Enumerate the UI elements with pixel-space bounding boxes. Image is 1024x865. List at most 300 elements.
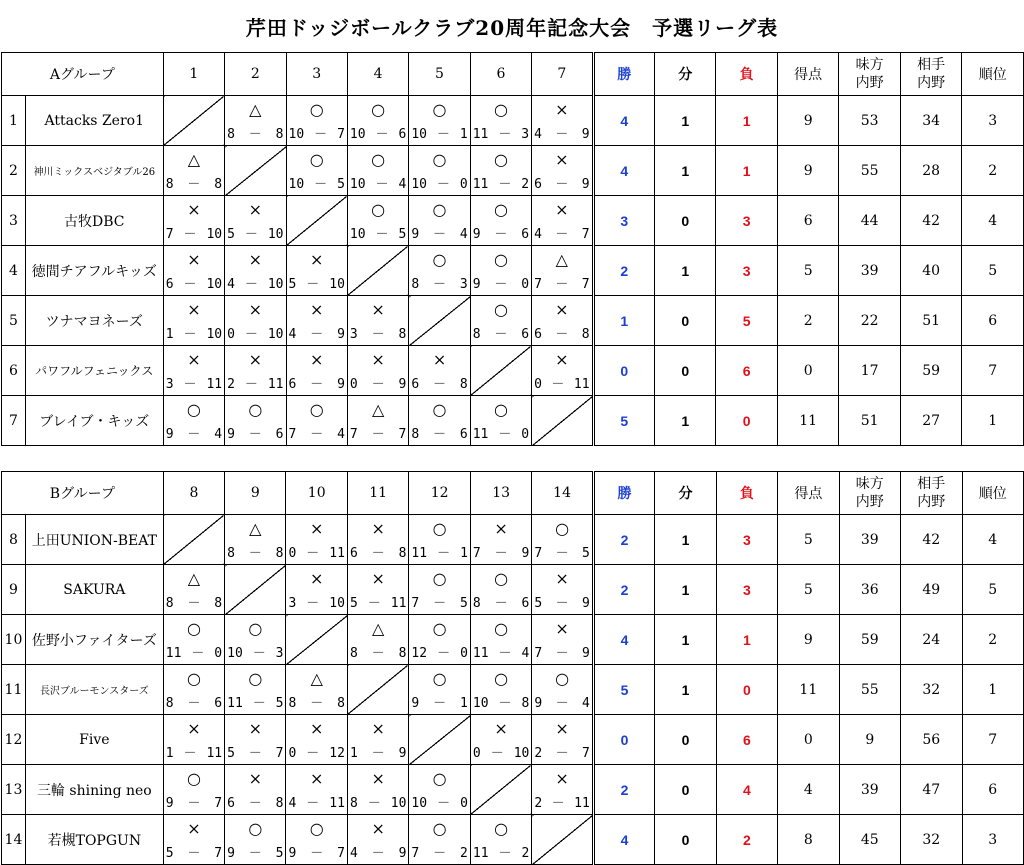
match-result-cell (286, 346, 347, 396)
match-result-cell (470, 665, 531, 715)
result-mark: × (187, 350, 201, 369)
score-for: 8 (472, 596, 481, 611)
match-result (532, 196, 591, 245)
score-for: 4 (534, 227, 542, 242)
result-mark: ○ (309, 100, 324, 119)
result-mark: ○ (493, 150, 508, 169)
result-mark: ○ (432, 569, 447, 588)
opponent-infield-value: 28 (900, 146, 962, 196)
result-mark: × (371, 300, 385, 319)
match-result (409, 515, 469, 564)
match-result (287, 396, 347, 445)
score-dash: － (244, 327, 258, 342)
opponent-infield-value: 27 (900, 396, 962, 446)
self-match-diagonal-cell (470, 765, 531, 815)
points-value: 5 (778, 565, 839, 615)
score-against: 5 (337, 177, 345, 192)
self-match-diagonal-cell (470, 346, 531, 396)
draws-count: 1 (655, 246, 716, 296)
match-result-cell (225, 396, 286, 446)
score-dash: － (551, 796, 565, 811)
match-score (288, 847, 344, 861)
result-mark: × (187, 250, 201, 269)
match-result-cell (532, 665, 593, 715)
score-for: 10 (227, 646, 243, 661)
score-dash: － (494, 596, 508, 611)
match-score (288, 697, 344, 711)
score-for: 6 (349, 546, 358, 561)
losses-count: 3 (716, 196, 777, 246)
result-mark: ○ (432, 619, 447, 638)
score-against: 1 (460, 696, 468, 711)
score-against: 7 (337, 846, 345, 861)
losses-count: 4 (716, 765, 777, 815)
match-score (473, 228, 529, 242)
match-result (348, 565, 408, 614)
losses-count: 3 (716, 515, 777, 565)
match-result-cell (409, 396, 470, 446)
losses-count: 3 (716, 246, 777, 296)
match-result-cell (532, 246, 593, 296)
draw-header: 分 (655, 472, 716, 515)
points-value: 9 (777, 96, 839, 146)
self-match-diagonal-cell (286, 615, 347, 665)
team-number: 5 (2, 296, 26, 346)
opponent-infield-header: 相手 内野 (900, 53, 962, 96)
team-row (2, 815, 1024, 865)
score-dash: － (437, 546, 451, 561)
score-for: 9 (411, 227, 420, 242)
match-score (227, 278, 283, 292)
opponent-infield-value: 51 (900, 296, 962, 346)
match-result-cell (347, 346, 408, 396)
rank-value: 4 (962, 515, 1024, 565)
draws-count: 0 (655, 715, 716, 765)
score-against: 4 (521, 646, 530, 661)
result-mark: △ (249, 519, 262, 538)
match-result-cell (286, 815, 347, 865)
match-result-cell (286, 715, 347, 765)
score-against: 11 (390, 596, 407, 611)
match-result-cell (470, 246, 531, 296)
score-for: 10 (411, 796, 428, 811)
score-against: 10 (513, 746, 530, 761)
match-score (411, 228, 467, 242)
team-number: 14 (2, 815, 26, 865)
match-result-cell (470, 146, 531, 196)
score-for: 5 (288, 277, 297, 292)
score-dash: － (248, 427, 262, 442)
draws-count: 1 (655, 96, 716, 146)
match-result (287, 96, 347, 145)
score-dash: － (306, 546, 320, 561)
match-result (532, 246, 591, 295)
match-score (350, 428, 406, 442)
own-infield-header: 味方 内野 (839, 472, 900, 515)
score-for: 10 (349, 127, 366, 142)
score-dash: － (433, 377, 447, 392)
match-result (409, 96, 469, 145)
match-result-cell (532, 146, 593, 196)
result-mark: ○ (432, 519, 447, 538)
match-score (473, 547, 529, 561)
score-against: 10 (206, 227, 223, 242)
score-for: 11 (165, 646, 182, 661)
score-against: 4 (581, 696, 590, 711)
score-for: 9 (165, 796, 174, 811)
match-result-cell (286, 246, 347, 296)
score-dash: － (248, 846, 262, 861)
team-row (2, 715, 1024, 765)
score-against: 6 (459, 427, 468, 442)
match-result-cell (286, 665, 347, 715)
match-score (534, 697, 589, 711)
match-result (409, 615, 469, 664)
result-mark: × (555, 619, 569, 638)
score-dash: － (555, 177, 569, 192)
match-result (225, 815, 285, 864)
match-result (348, 96, 408, 145)
match-result (225, 615, 285, 664)
team-name: 上田UNION-BEAT (25, 515, 163, 565)
result-mark: × (248, 200, 262, 219)
score-against: 5 (398, 227, 407, 242)
team-row (2, 565, 1024, 615)
score-against: 1 (459, 127, 468, 142)
score-for: 7 (472, 546, 481, 561)
score-dash: － (371, 746, 385, 761)
match-result-cell (532, 615, 593, 665)
match-result-cell (163, 396, 224, 446)
losses-count: 3 (716, 565, 777, 615)
losses-count: 6 (716, 715, 777, 765)
score-for: 4 (227, 277, 235, 292)
match-result-cell (225, 815, 286, 865)
score-against: 4 (214, 427, 223, 442)
score-dash: － (367, 796, 381, 811)
score-dash: － (433, 846, 447, 861)
score-against: 5 (460, 596, 468, 611)
score-dash: － (371, 646, 385, 661)
score-against: 3 (459, 277, 468, 292)
score-dash: － (494, 277, 508, 292)
team-number: 6 (2, 346, 26, 396)
match-score (227, 797, 283, 811)
match-score (534, 228, 589, 242)
result-mark: ○ (432, 400, 447, 419)
score-dash: － (371, 846, 385, 861)
team-row (2, 515, 1024, 565)
match-score (227, 128, 283, 142)
score-for: 4 (534, 127, 542, 142)
score-for: 10 (472, 696, 489, 711)
rank-value: 2 (962, 615, 1024, 665)
match-score (411, 178, 467, 192)
team-number: 1 (2, 96, 26, 146)
match-result (164, 146, 224, 195)
team-number: 12 (2, 715, 26, 765)
score-for: 10 (349, 227, 366, 242)
score-for: 10 (411, 127, 427, 142)
score-against: 10 (267, 227, 284, 242)
match-score (289, 428, 345, 442)
match-result (225, 515, 285, 564)
match-result (164, 346, 224, 395)
result-mark: △ (187, 569, 201, 588)
team-name: ツナマヨネーズ (25, 296, 163, 346)
opponent-column-header: 14 (532, 472, 593, 515)
score-against: 9 (337, 377, 345, 392)
rank-header: 順位 (962, 472, 1024, 515)
team-number: 3 (2, 196, 26, 246)
match-score (166, 847, 222, 861)
losses-count: 1 (716, 615, 777, 665)
score-dash: － (310, 846, 324, 861)
match-result (471, 246, 531, 295)
own-infield-value: 53 (839, 96, 901, 146)
score-against: 6 (214, 696, 223, 711)
match-result-cell (409, 815, 470, 865)
match-result-cell (470, 196, 531, 246)
score-dash: － (436, 127, 450, 142)
rank-value: 6 (962, 296, 1024, 346)
points-value: 8 (778, 815, 839, 865)
win-header: 勝 (593, 53, 654, 96)
match-score (411, 697, 467, 711)
score-dash: － (498, 177, 512, 192)
own-infield-value: 59 (839, 615, 900, 665)
score-dash: － (555, 127, 569, 142)
score-against: 9 (398, 846, 407, 861)
score-for: 3 (288, 596, 297, 611)
match-score (227, 228, 283, 242)
match-result-cell (470, 96, 531, 146)
score-against: 9 (581, 177, 590, 192)
score-dash: － (248, 746, 262, 761)
match-score (350, 597, 406, 611)
score-dash: － (244, 377, 258, 392)
score-for: 8 (349, 646, 358, 661)
score-dash: － (494, 327, 508, 342)
score-dash: － (433, 277, 447, 292)
score-against: 6 (521, 227, 530, 242)
score-against: 9 (581, 127, 590, 142)
points-value: 2 (777, 296, 839, 346)
score-dash: － (555, 596, 569, 611)
score-dash: － (498, 427, 512, 442)
match-result (225, 96, 285, 145)
match-score (288, 797, 344, 811)
score-against: 7 (275, 746, 284, 761)
rank-value: 1 (962, 665, 1024, 715)
score-dash: － (375, 127, 389, 142)
score-for: 8 (411, 427, 420, 442)
score-against: 10 (206, 327, 223, 342)
score-dash: － (433, 427, 447, 442)
score-dash: － (433, 596, 447, 611)
wins-count: 4 (593, 146, 654, 196)
self-match-diagonal-cell (532, 815, 593, 865)
score-against: 11 (574, 796, 590, 811)
result-mark: △ (249, 100, 262, 119)
match-result-cell (409, 246, 470, 296)
match-score (289, 178, 345, 192)
result-mark: ○ (371, 100, 386, 119)
score-dash: － (371, 327, 385, 342)
result-mark: ○ (432, 669, 447, 688)
match-score (350, 128, 406, 142)
match-result (471, 396, 531, 445)
own-infield-value: 22 (839, 296, 901, 346)
match-score (166, 597, 222, 611)
match-score (227, 378, 283, 392)
page-title: 芹田ドッジボールクラブ20周年記念大会 予選リーグ表 (245, 16, 779, 40)
result-mark: ○ (371, 200, 386, 219)
match-result (164, 396, 224, 445)
own-infield-value: 9 (839, 715, 900, 765)
score-dash: － (551, 377, 565, 392)
score-against: 11 (573, 377, 590, 392)
match-result (409, 196, 469, 245)
score-dash: － (183, 327, 197, 342)
match-score (350, 547, 406, 561)
team-name: 若槻TOPGUN (25, 815, 163, 865)
opponent-infield-value: 49 (901, 565, 962, 615)
score-against: 9 (581, 596, 590, 611)
match-result (287, 146, 347, 195)
team-name: 古牧DBC (25, 196, 163, 246)
own-infield-value: 51 (839, 396, 901, 446)
score-for: 1 (165, 746, 174, 761)
match-score (289, 278, 345, 292)
losses-count: 0 (716, 396, 777, 446)
match-score (534, 328, 589, 342)
score-dash: － (437, 796, 451, 811)
score-for: 9 (227, 427, 235, 442)
match-score (473, 597, 529, 611)
match-score (289, 378, 345, 392)
score-for: 8 (165, 177, 174, 192)
score-for: 10 (288, 127, 305, 142)
losses-count: 1 (716, 146, 777, 196)
team-row (2, 396, 1024, 446)
result-mark: ○ (248, 819, 263, 838)
points-value: 0 (777, 346, 839, 396)
match-result-cell (286, 396, 347, 446)
score-for: 9 (472, 277, 481, 292)
match-result (225, 346, 285, 395)
match-score (473, 697, 529, 711)
match-result-cell (163, 246, 224, 296)
points-value: 11 (778, 665, 839, 715)
points-header: 得点 (777, 53, 839, 96)
match-result (532, 296, 591, 345)
match-result-cell (470, 615, 531, 665)
own-infield-header: 味方 内野 (839, 53, 901, 96)
score-dash: － (555, 696, 569, 711)
score-for: 5 (349, 596, 358, 611)
score-dash: － (187, 427, 201, 442)
match-result (164, 296, 224, 345)
score-dash: － (314, 127, 328, 142)
match-result (471, 815, 531, 864)
match-result (348, 715, 408, 764)
score-dash: － (498, 646, 512, 661)
score-for: 10 (349, 177, 366, 192)
result-mark: × (555, 100, 569, 119)
opponent-infield-header: 相手 内野 (901, 472, 962, 515)
match-score (288, 747, 344, 761)
wins-count: 3 (593, 196, 654, 246)
result-mark: ○ (432, 200, 447, 219)
score-against: 0 (459, 177, 468, 192)
opponent-column-header: 8 (163, 472, 224, 515)
match-result-cell (470, 515, 531, 565)
match-result-cell (163, 765, 224, 815)
opponent-infield-value: 32 (901, 665, 962, 715)
match-result (348, 146, 408, 195)
team-name: 徳間チアフルキッズ (25, 246, 163, 296)
self-match-diagonal-cell (225, 146, 286, 196)
score-against: 10 (390, 796, 407, 811)
score-dash: － (244, 227, 258, 242)
result-mark: × (494, 519, 508, 538)
score-against: 0 (521, 277, 530, 292)
wins-count: 2 (593, 765, 654, 815)
match-score (166, 278, 222, 292)
match-score (350, 328, 406, 342)
match-result-cell (409, 515, 470, 565)
draws-count: 0 (655, 296, 716, 346)
score-against: 9 (337, 327, 345, 342)
points-value: 9 (777, 146, 839, 196)
result-mark: ○ (186, 769, 201, 788)
points-value: 5 (777, 246, 839, 296)
match-score (227, 847, 283, 861)
opponent-infield-value: 40 (900, 246, 962, 296)
result-mark: × (555, 350, 569, 369)
own-infield-value: 36 (839, 565, 900, 615)
match-result-cell (163, 296, 224, 346)
match-result (471, 196, 531, 245)
team-row (2, 146, 1024, 196)
result-mark: △ (372, 619, 385, 638)
result-mark: × (371, 819, 385, 838)
score-dash: － (248, 127, 262, 142)
score-against: 7 (398, 427, 407, 442)
score-against: 10 (267, 327, 284, 342)
result-mark: × (248, 350, 262, 369)
score-against: 8 (398, 327, 407, 342)
score-dash: － (371, 377, 385, 392)
match-score (534, 797, 589, 811)
match-result (471, 615, 531, 664)
match-score (350, 797, 406, 811)
match-score (166, 647, 222, 661)
draws-count: 0 (655, 765, 716, 815)
score-dash: － (183, 277, 197, 292)
match-score (288, 547, 344, 561)
match-result-cell (163, 565, 224, 615)
draws-count: 0 (655, 196, 716, 246)
rank-value: 6 (962, 765, 1024, 815)
score-against: 8 (521, 696, 530, 711)
match-score (411, 278, 467, 292)
score-dash: － (371, 427, 385, 442)
match-result-cell (163, 715, 224, 765)
score-for: 8 (227, 546, 235, 561)
opponent-column-header: 13 (470, 472, 531, 515)
